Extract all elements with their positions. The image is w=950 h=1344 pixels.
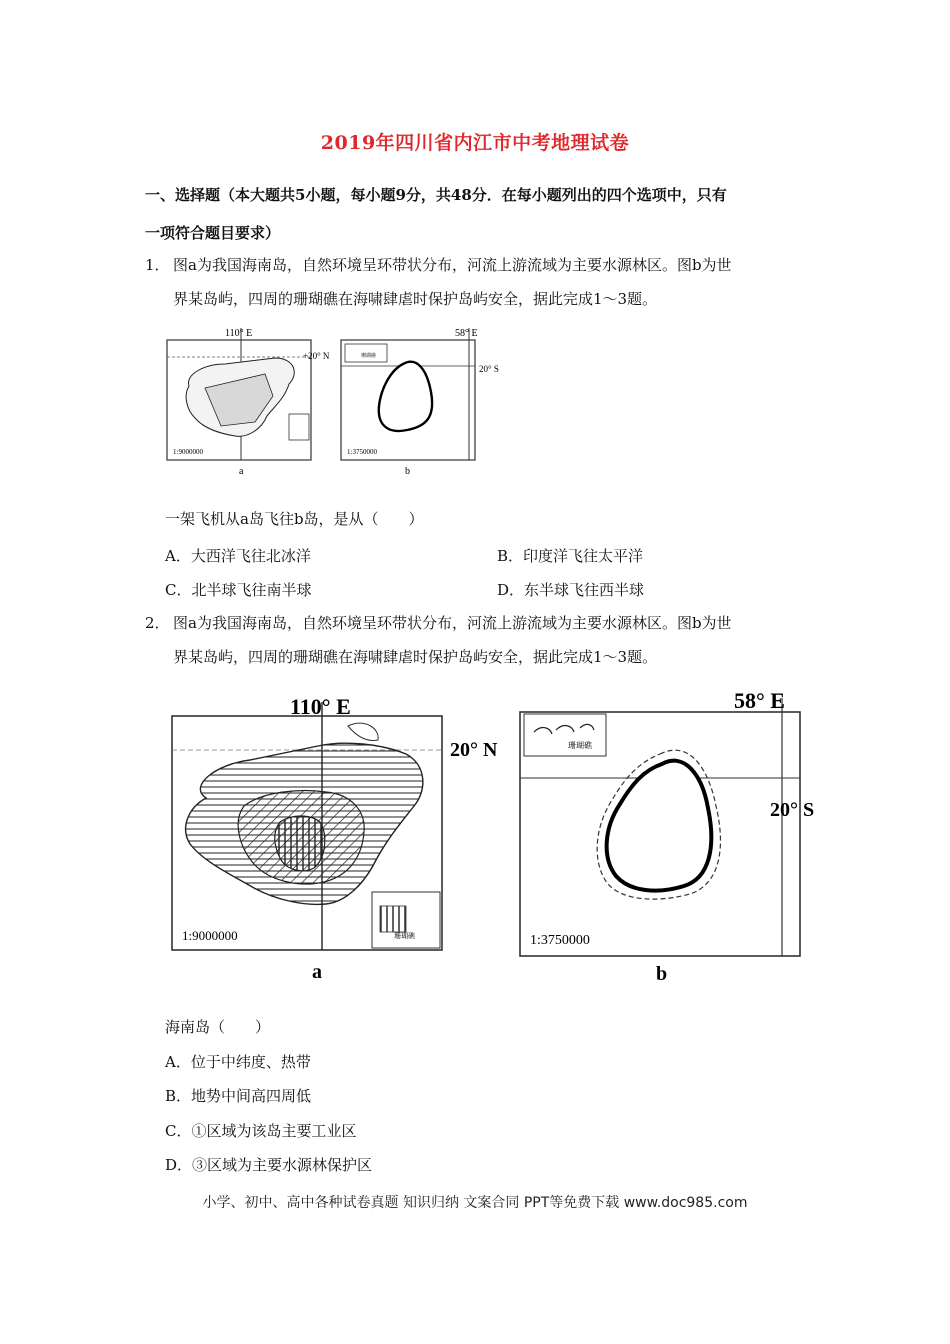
section-heading-line1: 一、选择题（本大题共5小题，每小题9分，共48分．在每小题列出的四个选项中，只有 (145, 186, 727, 204)
map-b-small-caption: b (405, 466, 410, 477)
figure-small-maps (165, 326, 499, 478)
question-2-option-c[interactable]: C．①区域为该岛主要工业区 (165, 1122, 357, 1140)
map-a-small-caption: a (239, 466, 244, 477)
map-a-large-lat-label: 20° N (450, 739, 498, 761)
question-2-option-b[interactable]: B．地势中间高四周低 (165, 1087, 312, 1105)
map-a-small-scale: 1:9000000 (173, 448, 203, 456)
question-1-option-c[interactable]: C．北半球飞往南半球 (165, 581, 312, 599)
question-1-option-b[interactable]: B．印度洋飞往太平洋 (497, 547, 644, 565)
page-title: 2019年四川省内江市中考地理试卷 (320, 132, 630, 154)
map-a-large-caption: a (312, 961, 322, 983)
map-a-small-lat-label: +20° N (303, 351, 330, 361)
map-b-small (341, 328, 499, 477)
map-a-large-lon-label: 110° E (290, 694, 351, 719)
question-2-stem (145, 606, 815, 674)
section-heading (145, 176, 815, 252)
question-2-prompt: 海南岛（ ） (165, 1018, 271, 1036)
map-b-large-lon-label: 58° E (734, 688, 785, 713)
map-b-large-lat-label: 20° S (770, 799, 815, 821)
map-a-large-legend: 珊瑚礁 (394, 932, 415, 940)
map-b-small-scale: 1:3750000 (347, 448, 377, 456)
question-1-option-d[interactable]: D．东半球飞往西半球 (497, 581, 645, 599)
map-a-small (167, 328, 330, 477)
question-2-stem-line2: 界某岛屿，四周的珊瑚礁在海啸肆虐时保护岛屿安全，据此完成1～3题。 (173, 648, 658, 666)
map-b-large (520, 688, 814, 985)
question-1-prompt: 一架飞机从a岛飞往b岛，是从（ ） (165, 510, 424, 528)
map-a-small-lon-label: 110° E (225, 328, 253, 339)
map-a-large-scale: 1:9000000 (182, 928, 238, 943)
map-b-small-legend: 珊瑚礁 (361, 354, 377, 359)
map-a-large (172, 694, 498, 983)
question-2-number: 2． (145, 614, 170, 632)
page-footer: 小学、初中、高中各种试卷真题 知识归纳 文案合同 PPT等免费下载 www.doc985.com (202, 1195, 748, 1211)
map-b-large-legend: 珊瑚礁 (568, 741, 592, 750)
question-1-option-a[interactable]: A．大西洋飞往北冰洋 (165, 547, 311, 565)
section-heading-line2: 一项符合题目要求） (145, 224, 281, 242)
map-b-small-lon-label: 58° E (455, 328, 478, 339)
question-2-option-d[interactable]: D．③区域为主要水源林保护区 (165, 1156, 373, 1174)
question-2-option-a[interactable]: A．位于中纬度、热带 (165, 1053, 311, 1071)
question-1-stem-line1: 图a为我国海南岛，自然环境呈环带状分布，河流上游流域为主要水源林区。图b为世 (173, 256, 732, 274)
figure-large-maps (168, 688, 815, 988)
map-b-large-scale: 1:3750000 (530, 933, 590, 948)
question-1-number: 1． (145, 256, 170, 274)
question-1-stem-line2: 界某岛屿，四周的珊瑚礁在海啸肆虐时保护岛屿安全，据此完成1～3题。 (173, 290, 658, 308)
question-1-stem (145, 248, 815, 316)
question-2-stem-line1: 图a为我国海南岛，自然环境呈环带状分布，河流上游流域为主要水源林区。图b为世 (173, 614, 732, 632)
map-b-large-caption: b (656, 963, 668, 985)
map-b-small-lat-label: 20° S (479, 364, 499, 374)
